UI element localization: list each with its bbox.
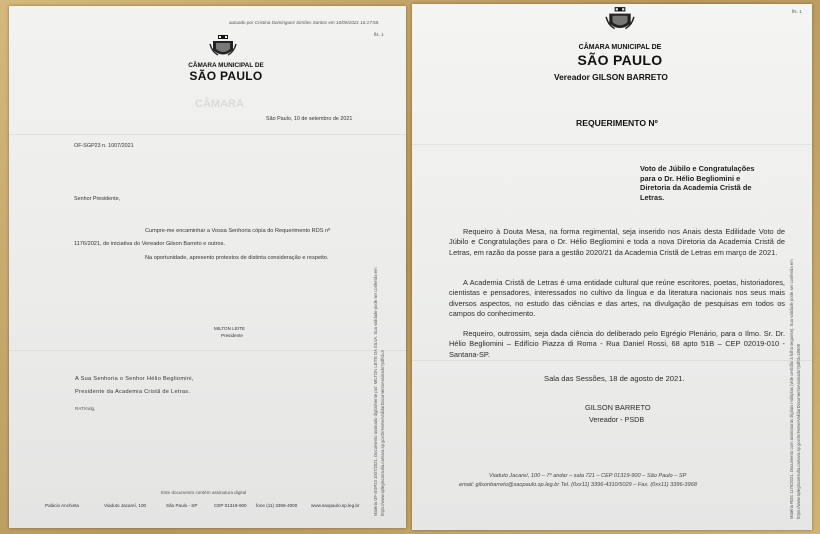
- ghost-letterhead: CÂMARA: [195, 98, 244, 110]
- addressee-line: Presidente da Academia Cristã de Letras.: [75, 389, 191, 395]
- signer-title: Vereador - PSDB: [589, 415, 645, 424]
- footer-cep: CEP 01319-900: [214, 503, 247, 508]
- footer-city: São Paulo - SP: [166, 503, 198, 508]
- place-date: São Paulo, 10 de setembro de 2021: [266, 116, 353, 122]
- camara-city-label: SÃO PAULO: [189, 69, 263, 83]
- side-validation-link: https://www.splegisconsulta.camara.sp.gov.br/Home/ValidarDocumentoAssinado?pdfId=18609: [796, 343, 801, 519]
- side-validation-text: Matéria RDS 1176/2021. Documento com assinaturas digitais múltiplas (vide certidão à folha seguinte). Sua validade pode ser conferida em: [789, 259, 794, 519]
- body-line: Cumpre-me encaminhar a Vossa Senhoria cópia do Requerimento RDS nº: [145, 228, 331, 234]
- document-title: REQUERIMENTO Nº: [576, 118, 658, 128]
- paragraph-1: Requeiro à Douta Mesa, na forma regimental, seja inserido nos Anais desta Edilidade Voto de Júbilo e Congratulações para o Dr. Hélio Begliomini e toda a nova Diretoria da Academia Cristã de Letras, em razão da posse para a gestão 2020/21 da Academia Cristã de Letras em março de 2021.: [449, 227, 785, 257]
- salutation: Senhor Presidente,: [74, 196, 121, 202]
- camara-city-label: SÃO PAULO: [577, 52, 663, 68]
- signer-name: MILTON LEITE: [214, 326, 245, 331]
- camara-label: CÂMARA MUNICIPAL DE: [188, 62, 264, 69]
- side-validation-link: https://www.splegisconsulta.camara.sp.gov.br/Home/ValidarDocumentoAssinado?pdfId=3: [380, 350, 385, 516]
- camara-label: CÂMARA MUNICIPAL DE: [578, 44, 662, 51]
- footer-address: Viaduto Jacareí, 100 – 7º andar – sala 721 – CEP 01319-900 – São Paulo – SP: [489, 473, 687, 479]
- side-validation-text: Materia OF-SGP23 1007/2021. Documento assinado digitalmente por: MILTON LEITE DA SILVA. Sua validade pode ser conferida em: [373, 267, 378, 516]
- fold-line: [9, 134, 406, 135]
- addressee-line: A Sua Senhoria o Senhor Hélio Begliomini,: [75, 376, 194, 382]
- page-number: fls. 1: [374, 32, 384, 37]
- ementa-line: para o Dr. Hélio Begliomini e: [640, 173, 741, 183]
- ementa-line: Letras.: [640, 192, 665, 202]
- session-date: Sala das Sessões, 18 de agosto de 2021.: [544, 374, 685, 383]
- ementa-line: Diretoria da Academia Cristã de: [640, 183, 752, 193]
- vereador-name-header: Vereador GILSON BARRETO: [554, 72, 668, 82]
- body-line: 1176/2021, de iniciativa do Vereador Gilson Barreto e outros.: [74, 241, 226, 247]
- initials: RAT/mdg.: [75, 406, 96, 411]
- fold-line: [9, 350, 406, 351]
- city-crest-icon: [605, 6, 635, 34]
- footer-site: www.saopaulo.sp.leg.br: [311, 503, 360, 508]
- signer-title: Presidente: [221, 333, 243, 338]
- paragraph-2: A Academia Cristã de Letras é uma entidade cultural que reúne escritores, poetas, historiadores, cientistas e pensadores, interessados no cultivo da língua e da literatura nacionais nos seus mais diversos aspectos, no estudo das ciências e das artes, na divulgação de pesquisas em todos os campos do conhecimento.: [449, 278, 785, 319]
- city-crest-icon: [209, 34, 237, 60]
- footer-phone: fone (11) 3396-4000: [256, 503, 298, 508]
- paragraph-3: Requeiro, outrossim, seja dada ciência do deliberado pelo Egrégio Plenário, para o Ilmo. Sr. Dr. Hélio Begliomini – Edifício Piazza di Roma - Rua Daniel Rossi, 68 apto 51B – CEP 02019-010 - Santana-SP.: [449, 329, 785, 359]
- body-line: Na oportunidade, apresento protestos de distinta consideração e respeito.: [145, 255, 329, 261]
- signer-name: GILSON BARRETO: [585, 403, 651, 412]
- ementa-line: Voto de Júbilo e Congratulações: [640, 164, 755, 173]
- footer-contact: email: gilsonbarreto@saopaulo.sp.leg.br Tel. (0xx11) 3396-4310/5029 – Fax. (0xx11) 3396-3968: [459, 482, 697, 488]
- digital-signature-note: Este documento contém assinatura digital: [161, 490, 247, 495]
- footer-building: Palácio Anchieta: [45, 503, 79, 508]
- footer-street: Viaduto Jacareí, 100: [104, 503, 147, 508]
- ementa-block: [640, 164, 788, 202]
- fold-line: [412, 144, 812, 145]
- reference-number: OF-SGP23 n. 1007/2021: [74, 143, 134, 149]
- left-document-page: [9, 6, 406, 528]
- page-number: fls. 1: [792, 9, 802, 14]
- autuado-stamp: autuado por Cristina Dominguez Simões Santos em 10/09/2021 16:17:58.: [229, 20, 380, 25]
- right-document-page: [412, 4, 812, 530]
